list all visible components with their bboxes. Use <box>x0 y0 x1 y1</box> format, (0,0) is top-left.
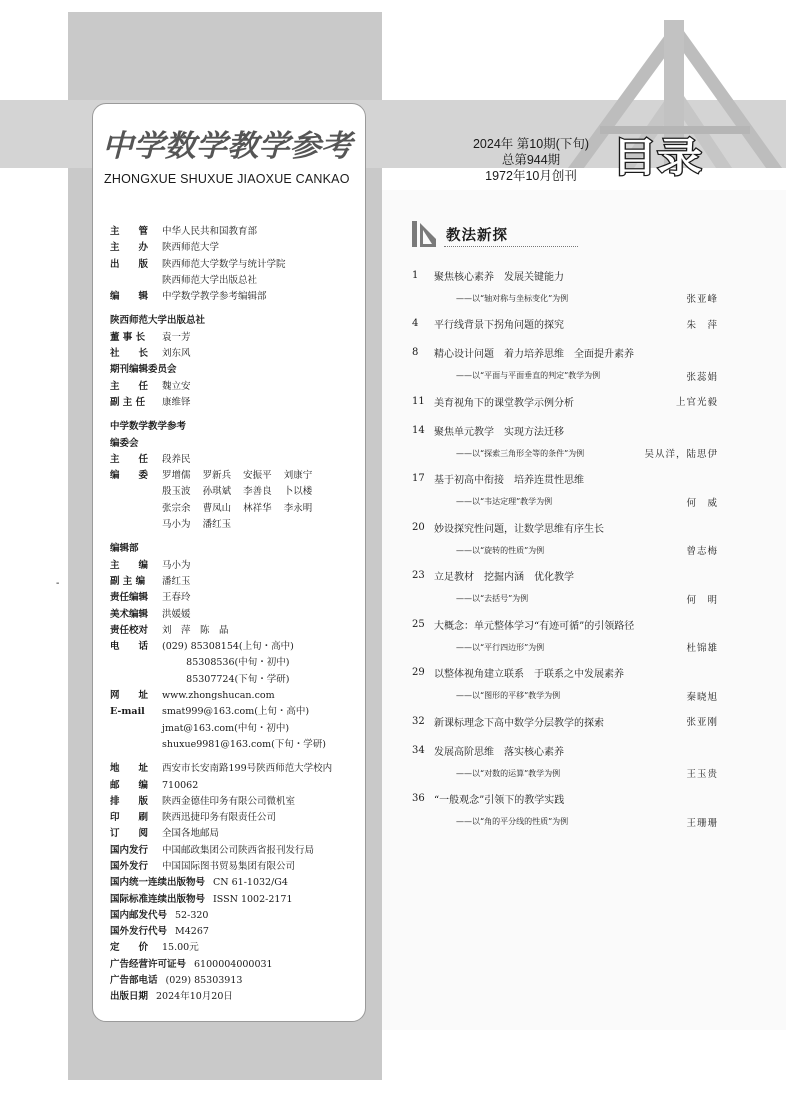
masthead-row <box>110 484 332 500</box>
toc-page-number: 14 <box>412 424 425 436</box>
masthead-label: 中学数学教学参考 <box>110 421 187 433</box>
toc-article-title[interactable]: 妙设探究性问题，让数学思维有序生长 <box>434 523 604 535</box>
journal-logo <box>100 118 360 168</box>
toc-subtitle-row <box>412 590 718 608</box>
masthead-row <box>110 623 332 639</box>
masthead-label: 出 版 <box>110 258 149 270</box>
masthead-label: 陕西师范大学出版总社 <box>110 315 206 327</box>
toc-author: 张亚峰 <box>686 294 718 305</box>
toc-item[interactable] <box>412 615 718 656</box>
toc-subtitle: ——以“去括号”为例 <box>456 594 529 603</box>
toc-title-row <box>412 266 718 284</box>
toc-author: 秦晓旭 <box>686 691 718 703</box>
masthead-row <box>110 590 332 606</box>
toc-page-number: 17 <box>412 473 425 484</box>
toc-item[interactable] <box>412 421 718 462</box>
masthead-group-editorial <box>110 541 332 753</box>
masthead-row <box>110 875 332 891</box>
masthead-row <box>110 395 332 411</box>
toc-page-number: 25 <box>412 618 425 630</box>
masthead-row <box>110 240 332 256</box>
masthead-label: 定 价 <box>110 942 149 954</box>
toc-article-title[interactable]: 美育视角下的课堂教学示例分析 <box>434 397 574 409</box>
masthead-value: www.zhongshucan.com <box>162 690 275 702</box>
issue-number: 2024年 第10期(下旬) <box>472 137 589 151</box>
toc-article-title[interactable]: 精心设计问题 着力培养思维 全面提升素养 <box>434 349 634 360</box>
masthead-label <box>110 484 162 500</box>
toc-page-number: 23 <box>412 570 425 581</box>
masthead-value: 潘红玉 <box>162 575 191 587</box>
toc-subtitle-row <box>412 687 718 705</box>
toc-subtitle: ——以“图形的平移”教学为例 <box>456 691 561 700</box>
masthead-value: 洪媛媛 <box>162 608 191 620</box>
masthead-value: 中国国际图书贸易集团有限公司 <box>162 860 296 872</box>
masthead-label: 责任编辑 <box>110 592 149 604</box>
toc-article-title[interactable]: 平行线背景下拐角问题的探究 <box>434 320 564 331</box>
toc-page-number: 8 <box>412 347 419 358</box>
toc-title-row <box>412 741 718 759</box>
masthead-value: 710062 <box>162 779 199 791</box>
masthead-row <box>110 346 332 362</box>
masthead-group-committee <box>110 419 332 533</box>
masthead-value: 罗增儒 罗新兵 安振平 刘康宁 <box>162 470 313 482</box>
masthead-label: 主 编 <box>110 559 149 571</box>
masthead-row <box>110 810 332 826</box>
masthead-value: 中华人民共和国教育部 <box>162 226 258 237</box>
toc-page-number: 36 <box>412 793 425 804</box>
section-title: 教法新探 <box>446 227 508 244</box>
masthead-label: 社 长 <box>110 348 149 360</box>
masthead-label: 主 管 <box>110 226 149 237</box>
toc-subtitle-row <box>412 764 718 782</box>
masthead-row <box>110 704 332 720</box>
masthead-label: 国内邮发代号 <box>110 909 168 921</box>
toc-subtitle: ——以“角的平分线的性质”为例 <box>456 817 569 826</box>
toc-title-row <box>412 664 718 682</box>
masthead-value: 陕西师范大学出版总社 <box>162 274 258 286</box>
toc-subtitle-row <box>412 638 718 656</box>
toc-subtitle-row <box>412 493 718 511</box>
toc-page-number: 11 <box>412 395 425 407</box>
toc-item[interactable] <box>412 664 718 705</box>
masthead-row <box>110 330 332 346</box>
masthead-group-publishing <box>110 761 332 1005</box>
toc-title-row <box>412 470 718 488</box>
toc-item[interactable] <box>412 470 718 511</box>
toc-subtitle-row <box>412 541 718 559</box>
masthead-value: jmat@163.com(中旬・初中) <box>162 722 290 734</box>
toc-author: 张蕊娟 <box>686 371 718 383</box>
masthead-value: 马小为 <box>162 559 191 571</box>
masthead-value: (029) 85303913 <box>165 975 243 987</box>
masthead-value: 段养民 <box>162 453 191 465</box>
toc-author: 张亚刚 <box>686 717 718 728</box>
masthead-row <box>110 688 332 704</box>
toc-author: 吴从洋，陆思伊 <box>644 449 718 460</box>
toc-article-title[interactable]: 以整体视角建立联系 于联系之中发展素养 <box>434 669 624 680</box>
masthead-value: 袁一芳 <box>162 331 191 343</box>
toc-list <box>412 266 718 838</box>
toc-item[interactable] <box>412 266 718 307</box>
masthead-value: 陕西迅捷印务有限责任公司 <box>162 812 277 824</box>
masthead-value: shuxue9981@163.com(下旬・学研) <box>162 738 327 750</box>
masthead-label <box>110 721 162 737</box>
masthead-label: 印 刷 <box>110 812 149 824</box>
toc-item[interactable] <box>412 741 718 782</box>
masthead-row <box>110 501 332 517</box>
toc-title-row <box>412 567 718 585</box>
masthead-label: 编委会 <box>110 437 139 449</box>
masthead-label: 邮 编 <box>110 779 149 791</box>
toc-title-row <box>412 315 718 333</box>
masthead-label: 主 办 <box>110 242 149 254</box>
masthead-row <box>110 957 332 973</box>
masthead-label <box>110 501 162 517</box>
toc-item[interactable] <box>412 567 718 608</box>
masthead-value: 中学数学教学参考编辑部 <box>162 291 267 303</box>
masthead-value: 刘东风 <box>162 348 191 360</box>
masthead-row <box>110 639 332 655</box>
toc-title-row <box>412 392 718 410</box>
masthead-group-press <box>110 313 332 411</box>
masthead-label: 副 主 编 <box>110 575 146 587</box>
toc-subtitle-row <box>412 289 718 307</box>
masthead-label: 国内发行 <box>110 844 149 856</box>
masthead-label <box>110 737 162 753</box>
masthead-row <box>110 273 332 289</box>
masthead-label: 订 阅 <box>110 828 149 840</box>
masthead-row <box>110 541 332 557</box>
masthead-label: 董 事 长 <box>110 331 146 343</box>
toc-item[interactable] <box>412 518 718 559</box>
toc-item[interactable] <box>412 790 718 831</box>
masthead-row <box>110 379 332 395</box>
masthead-value: 西安市长安南路199号陕西师范大学校内 <box>162 763 333 775</box>
masthead-row <box>110 737 332 753</box>
toc-page-number: 4 <box>412 318 419 329</box>
masthead-label: 编辑部 <box>110 543 139 555</box>
masthead-row <box>110 419 332 435</box>
toc-author: 朱 萍 <box>686 319 718 331</box>
masthead-row <box>110 843 332 859</box>
masthead-label: 广告部电话 <box>110 975 158 987</box>
toc-title-row <box>412 344 718 362</box>
masthead-value: 马小为 潘红玉 <box>162 519 232 531</box>
toc-item[interactable] <box>412 712 718 730</box>
masthead-row <box>110 794 332 810</box>
toc-author: 何 明 <box>686 594 718 606</box>
toc-title-row <box>412 518 718 536</box>
masthead-value: 殷玉波 孙琪斌 李善良 卜以楼 <box>162 486 313 498</box>
toc-article-title[interactable]: 新课标理念下高中数学分层教学的探索 <box>434 717 604 729</box>
masthead-row <box>110 859 332 875</box>
masthead-label: 主 任 <box>110 453 149 465</box>
masthead-value: 6100004000031 <box>194 958 273 970</box>
masthead-value: 中国邮政集团公司陕西省报刊发行局 <box>162 844 315 856</box>
toc-subtitle: ——以“对数的运算”教学为例 <box>456 768 561 778</box>
masthead-row <box>110 607 332 623</box>
masthead-row <box>110 924 332 940</box>
masthead-label: 国际标准连续出版物号 <box>110 893 206 905</box>
masthead-label: 国内统一连续出版物号 <box>110 877 206 889</box>
toc-subtitle: ——以“平行四边形”为例 <box>456 642 545 652</box>
masthead-value: 陕西师范大学数学与统计学院 <box>162 258 286 270</box>
masthead-value: 52-320 <box>175 909 209 921</box>
masthead-row <box>110 989 332 1005</box>
masthead-label: 编 委 <box>110 470 149 482</box>
toc-article-title[interactable]: 基于初高中衔接 培养连贯性思维 <box>434 475 584 486</box>
masthead-row <box>110 313 332 329</box>
toc-item[interactable] <box>412 344 718 385</box>
masthead-value: 张宗余 曹凤山 林祥华 李永明 <box>162 502 313 514</box>
masthead-label: 责任校对 <box>110 624 149 636</box>
masthead-row <box>110 436 332 452</box>
masthead-value: M4267 <box>175 926 209 938</box>
masthead-row <box>110 908 332 924</box>
masthead-label: 网 址 <box>110 690 149 702</box>
masthead-label: 国外发行代号 <box>110 926 168 938</box>
toc-author: 曾志梅 <box>686 546 718 557</box>
toc-page-number: 1 <box>412 269 419 281</box>
masthead-value: (029) 85308154(上旬・高中) <box>162 641 294 653</box>
total-issue: 总第944期 <box>501 153 561 167</box>
logo-text: 中学数学教学参考 <box>102 129 357 164</box>
toc-article-title[interactable]: 聚焦核心素养 发展关键能力 <box>434 271 564 283</box>
masthead-row <box>110 672 332 688</box>
masthead-value: 2024年10月20日 <box>156 991 233 1003</box>
masthead-value: 全国各地邮局 <box>162 828 220 840</box>
toc-author: 王玉贵 <box>686 769 718 780</box>
masthead-row <box>110 826 332 842</box>
masthead-value: 陕西金德佳印务有限公司微机室 <box>162 795 296 807</box>
masthead-row <box>110 655 332 671</box>
masthead-value: 陕西师范大学 <box>162 242 220 254</box>
toc-title-row <box>412 421 718 439</box>
toc-page-number: 32 <box>412 715 425 727</box>
masthead-row <box>110 289 332 305</box>
masthead-label: 广告经营许可证号 <box>110 958 187 970</box>
masthead-label <box>110 672 162 688</box>
toc-subtitle-row <box>412 367 718 385</box>
masthead-group-org <box>110 224 332 305</box>
toc-subtitle-row <box>412 444 718 462</box>
section-divider <box>444 246 578 247</box>
masthead-label <box>110 655 162 671</box>
masthead-label: 排 版 <box>110 795 149 807</box>
toc-article-title[interactable]: 立足教材 挖掘内涵 优化教学 <box>434 572 574 583</box>
masthead-row <box>110 761 332 777</box>
masthead-value: 魏立安 <box>162 380 191 392</box>
masthead-value: ISSN 1002-2171 <box>213 893 293 905</box>
masthead-label: 地 址 <box>110 763 149 775</box>
masthead-label: 期刊编辑委员会 <box>110 364 177 376</box>
toc-author: 杜锦雄 <box>686 643 718 654</box>
masthead-value: smat999@163.com(上旬・高中) <box>162 706 310 718</box>
masthead-row <box>110 558 332 574</box>
masthead-label: E-mail <box>110 706 145 718</box>
founded-date: 1972年10月创刊 <box>485 169 577 183</box>
masthead-label: 电 话 <box>110 641 149 653</box>
masthead-label: 美术编辑 <box>110 608 149 620</box>
toc-subtitle: ——以“探索三角形全等的条件”为例 <box>456 448 585 458</box>
masthead-row <box>110 574 332 590</box>
logo-pinyin: ZHONGXUE SHUXUE JIAOXUE CANKAO <box>104 172 350 186</box>
masthead-row <box>110 517 332 533</box>
masthead-label: 副 主 任 <box>110 396 146 408</box>
masthead-row <box>110 940 332 956</box>
masthead <box>110 224 332 1006</box>
masthead-row <box>110 362 332 378</box>
side-mark: - <box>56 578 60 589</box>
toc-article-title[interactable]: 聚焦单元教学 实现方法迁移 <box>434 426 564 438</box>
toc-heading <box>610 132 706 178</box>
toc-subtitle-row <box>412 813 718 831</box>
masthead-label <box>110 273 162 289</box>
toc-article-title[interactable]: 发展高阶思维 落实核心素养 <box>434 746 564 758</box>
masthead-value: 85307724(下旬・学研) <box>162 673 290 685</box>
masthead-value: 15.00元 <box>162 942 199 954</box>
toc-page-number: 29 <box>412 667 425 678</box>
toc-subtitle: ——以“平面与平面垂直的判定”教学为例 <box>456 371 601 380</box>
toc-subtitle: ——以“韦达定理”教学为例 <box>456 497 553 506</box>
toc-title-row <box>412 712 718 730</box>
masthead-label: 主 任 <box>110 380 149 392</box>
section-icon <box>410 218 440 250</box>
masthead-label <box>110 517 162 533</box>
masthead-value: 康维铎 <box>162 396 191 408</box>
toc-author: 上官光毅 <box>675 397 718 408</box>
masthead-value: 85308536(中旬・初中) <box>162 657 290 669</box>
toc-page-number: 34 <box>412 744 425 756</box>
toc-subtitle: ——以“旋转的性质”为例 <box>456 545 545 555</box>
toc-page-number: 20 <box>412 521 425 533</box>
masthead-row <box>110 224 332 240</box>
masthead-row <box>110 892 332 908</box>
toc-item[interactable] <box>412 315 718 333</box>
masthead-label: 出版日期 <box>110 991 149 1003</box>
masthead-row <box>110 452 332 468</box>
masthead-value: CN 61-1032/G4 <box>213 877 288 889</box>
masthead-label: 国外发行 <box>110 860 149 872</box>
masthead-value: 刘 萍 陈 晶 <box>162 624 229 636</box>
toc-article-title[interactable]: 大概念：单元整体学习“有迹可循”的引领路径 <box>434 620 635 632</box>
masthead-row <box>110 778 332 794</box>
toc-item[interactable] <box>412 392 718 410</box>
toc-author: 王珊珊 <box>686 817 718 829</box>
toc-title-row <box>412 615 718 633</box>
toc-article-title[interactable]: “一般观念”引领下的教学实践 <box>434 795 565 806</box>
masthead-label: 编 辑 <box>110 291 149 303</box>
masthead-row <box>110 257 332 273</box>
toc-heading-text: 目录 <box>612 136 702 178</box>
masthead-value: 王春玲 <box>162 592 191 604</box>
toc-title-row <box>412 790 718 808</box>
toc-author: 何 威 <box>686 497 718 509</box>
masthead-row <box>110 721 332 737</box>
toc-subtitle: ——以“轴对称与坐标变化”为例 <box>456 293 569 303</box>
masthead-row <box>110 468 332 484</box>
masthead-row <box>110 973 332 989</box>
issue-info <box>464 136 598 184</box>
